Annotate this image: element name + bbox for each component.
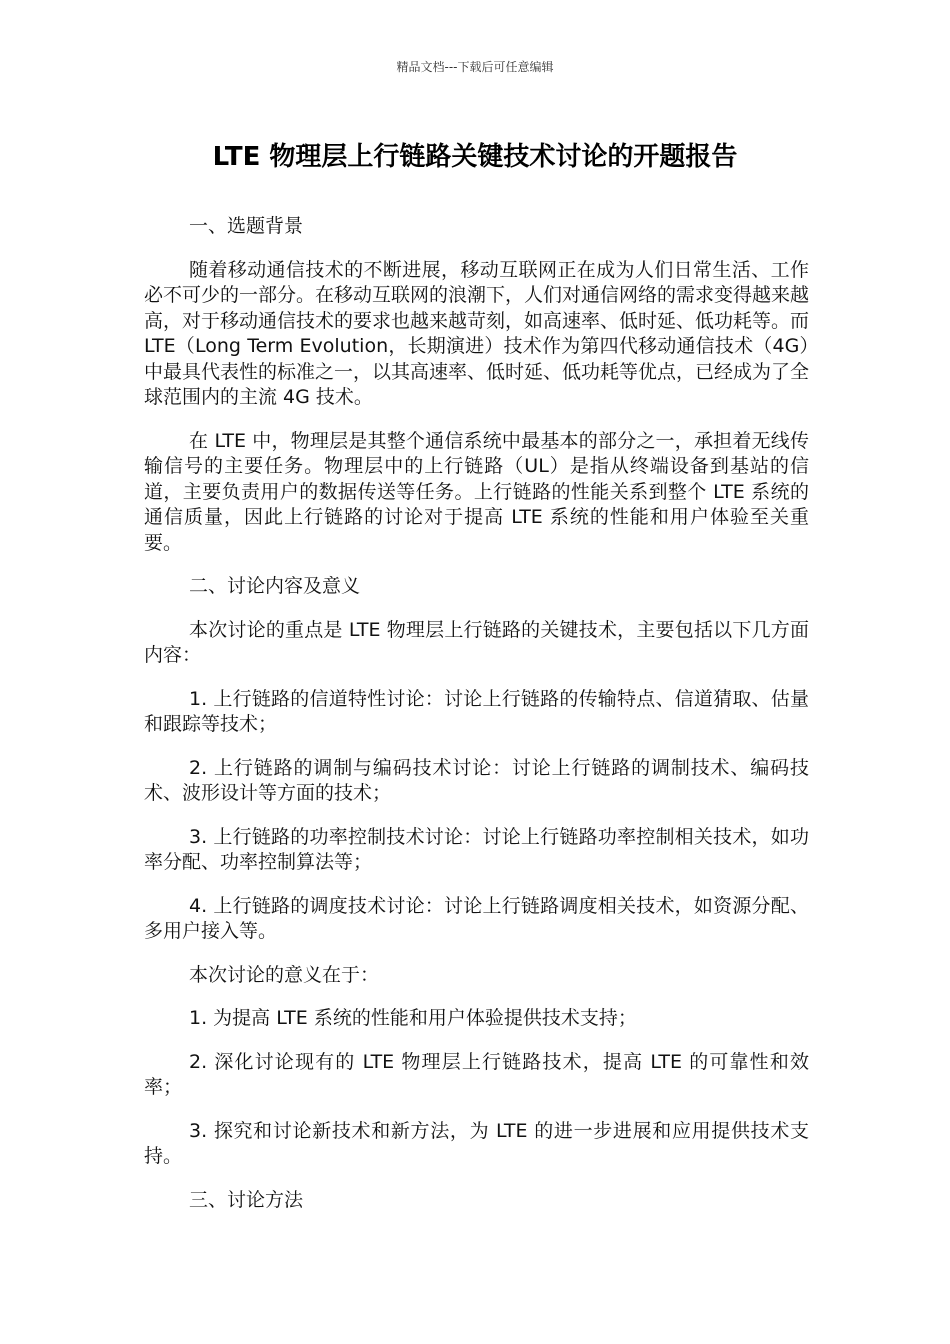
list-item-content-4: 4. 上行链路的调度技术讨论：讨论上行链路调度相关技术，如资源分配、多用户接入等。 [144,894,809,942]
document-body [144,214,809,1231]
paragraph-background-1: 随着移动通信技术的不断进展，移动互联网正在成为人们日常生活、工作必不可少的一部分。在移动互联网的浪潮下，人们对通信网络的需求变得越来越高，对于移动通信技术的要求也越来越苛刻，如高速率、低时延、低功耗等。而 LTE（Long Term Evolution，长期演进）技术作为第四代移动通信技术（4G）中最具代表性的标准之一，以其高速率、低时延、低功耗等优点，已经成为了全球范围内的主流 4G 技术。 [144,258,810,408]
list-item-content-3: 3. 上行链路的功率控制技术讨论：讨论上行链路功率控制相关技术，如功率分配、功率控制算法等； [144,825,809,873]
list-item-meaning-2: 2. 深化讨论现有的 LTE 物理层上行链路技术，提高 LTE 的可靠性和效率； [144,1050,809,1098]
list-item-content-2: 2. 上行链路的调制与编码技术讨论：讨论上行链路的调制技术、编码技术、波形设计等方面的技术； [144,756,809,804]
list-item-content-1: 1. 上行链路的信道特性讨论：讨论上行链路的传输特点、信道猜取、估量和跟踪等技术； [144,687,809,735]
header-note: 精品文档---下载后可任意编辑 [396,60,554,74]
section-heading-2: 二、讨论内容及意义 [189,575,361,597]
section-heading-3: 三、讨论方法 [189,1188,304,1211]
paragraph-background-2: 在 LTE 中，物理层是其整个通信系统中最基本的部分之一，承担着无线传输信号的主要任务。物理层中的上行链路（UL）是指从终端设备到基站的信道，主要负责用户的数据传送等任务。上行链路的性能关系到整个 LTE 系统的通信质量，因此上行链路的讨论对于提高 LTE 系统的性能和用户体验至关重要。 [144,429,809,554]
document-title: LTE 物理层上行链路关键技术讨论的开题报告 [212,142,738,172]
section-heading-1: 一、选题背景 [189,215,304,237]
list-item-meaning-1: 1. 为提高 LTE 系统的性能和用户体验提供技术支持； [189,1007,637,1029]
paragraph-meaning-intro: 本次讨论的意义在于： [189,963,380,986]
list-item-meaning-3: 3. 探究和讨论新技术和新方法，为 LTE 的进一步进展和应用提供技术支持。 [144,1119,809,1167]
paragraph-content-intro: 本次讨论的重点是 LTE 物理层上行链路的关键技术，主要包括以下几方面内容： [144,618,809,666]
